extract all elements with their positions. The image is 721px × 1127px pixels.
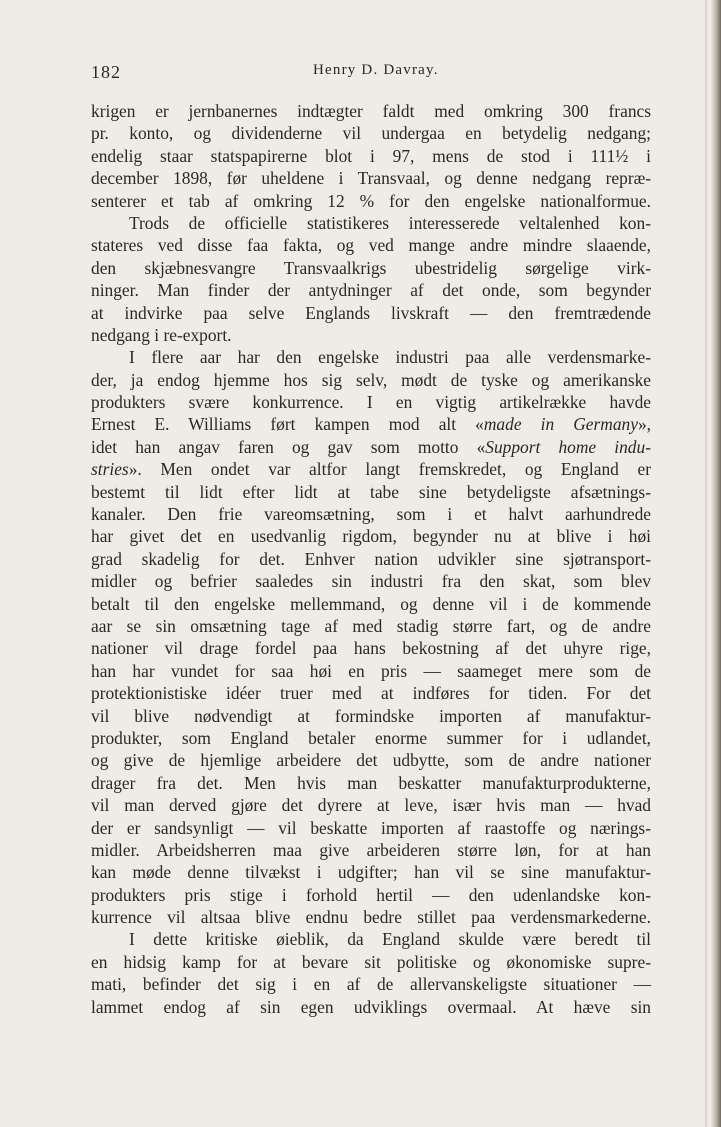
text-run: Ernest E. Williams ført kampen mod alt « xyxy=(91,414,484,435)
italic-text: stries xyxy=(91,459,129,480)
text-run: », xyxy=(637,414,651,435)
text-line: pr. konto, og dividenderne vil undergaa en betydelig nedgang; xyxy=(91,123,651,144)
text-line: krigen er jernbanernes indtægter faldt med omkring 300 francs xyxy=(91,101,651,121)
text-line: vil blive nødvendigt at formindske importen af manufaktur- xyxy=(91,705,651,726)
text-line xyxy=(91,458,651,480)
text-line: ninger. Man finder der antydninger af det onde, som begynder xyxy=(91,280,651,301)
text-line: midler og befrier saaledes sin industri fra den skat, som blev xyxy=(91,571,651,592)
text-line: betalt til den engelske mellemmand, og denne vil i de kommende xyxy=(91,593,651,614)
text-line: en hidsig kamp for at bevare sit politiske og økonomiske supre- xyxy=(91,951,651,972)
page-number: 182 xyxy=(91,62,121,82)
text-line: kanaler. Den frie vareomsætning, som i et halvt aarhundrede xyxy=(91,504,651,525)
italic-text: Support home indu- xyxy=(485,436,651,457)
text-line: der er sandsynligt — vil beskatte importen af raastoffe og nærings- xyxy=(91,817,651,838)
text-line: kan møde denne tilvækst i udgifter; han vil se sine manufaktur- xyxy=(91,862,651,883)
text-line: at indvirke paa selve Englands livskraft — den fremtrædende xyxy=(91,302,651,323)
text-line: endelig staar statspapirerne blot i 97, mens de stod i 111½ i xyxy=(91,145,651,166)
text-line: der, ja endog hjemme hos sig selv, mødt de tyske og amerikanske xyxy=(91,369,651,390)
text-line: senterer et tab af omkring 12 % for den engelske nationalformue. xyxy=(91,190,651,211)
text-line: han har vundet for saa høi en pris — saameget mere som de xyxy=(91,660,651,681)
page-edge xyxy=(705,0,721,1127)
text-line: den skjæbnesvangre Transvaalkrigs ubestridelig sørgelige virk- xyxy=(91,257,651,278)
text-line: har givet det en usedvanlig rigdom, begynder nu at blive i høi xyxy=(91,526,651,547)
text-line: Trods de officielle statistikeres interesserede veltalenhed kon- xyxy=(129,212,651,233)
text-line: bestemt til lidt efter lidt at tabe sine betydeligste afsætnings- xyxy=(91,481,651,502)
text-run: ». Men ondet var altfor langt fremskredet, og England er xyxy=(128,459,651,480)
text-line: produkters svære konkurrence. I en vigtig artikelrække havde xyxy=(91,392,651,413)
text-line: protektionistiske idéer truer med at indføres for tiden. For det xyxy=(91,683,651,704)
text-run: idet han angav faren og gav som motto « xyxy=(91,436,486,457)
text-line: midler. Arbeidsherren maa give arbeideren større løn, for at han xyxy=(91,839,651,860)
body-text xyxy=(91,100,651,1018)
text-line: produkter, som England betaler enorme summer for i udlandet, xyxy=(91,727,651,748)
text-line: stateres ved disse faa fakta, og ved mange andre mindre slaaende, xyxy=(91,235,651,256)
text-line xyxy=(91,413,651,435)
italic-text: made in Germany xyxy=(483,414,638,435)
text-line xyxy=(91,436,651,458)
text-line: december 1898, før uheldene i Transvaal, og denne nedgang repræ- xyxy=(91,168,651,189)
text-line: aar se sin omsætning tage af med stadig større fart, og de andre xyxy=(91,615,651,636)
running-head: Henry D. Davray. xyxy=(313,62,439,78)
text-line: mati, befinder det sig i en af de allervanskeligste situationer — xyxy=(91,974,651,995)
page-header xyxy=(91,62,625,90)
text-line: vil man derved gjøre det dyrere at leve, især hvis man — hvad xyxy=(91,795,651,816)
text-line: produkters pris stige i forhold hertil — den udenlandske kon- xyxy=(91,884,651,905)
text-line: grad skadelig for det. Enhver nation udvikler sine sjøtransport- xyxy=(91,548,651,569)
text-line: I flere aar har den engelske industri paa alle verdensmarke- xyxy=(129,347,651,368)
text-line: nedgang i re-export. xyxy=(91,324,232,345)
text-line: I dette kritiske øieblik, da England skulde være beredt til xyxy=(129,929,651,950)
text-line: lammet endog af sin egen udviklings overmaal. At hæve sin xyxy=(91,996,651,1017)
text-line: kurrence vil altsaa blive endnu bedre stillet paa verdensmarkederne. xyxy=(91,907,651,928)
text-line: og give de hjemlige arbeidere det udbytte, som de andre nationer xyxy=(91,750,651,771)
text-line: drager fra det. Men hvis man beskatter manufakturprodukterne, xyxy=(91,772,651,793)
text-line: nationer vil drage fordel paa hans bekostning af det uhyre rige, xyxy=(91,638,651,659)
